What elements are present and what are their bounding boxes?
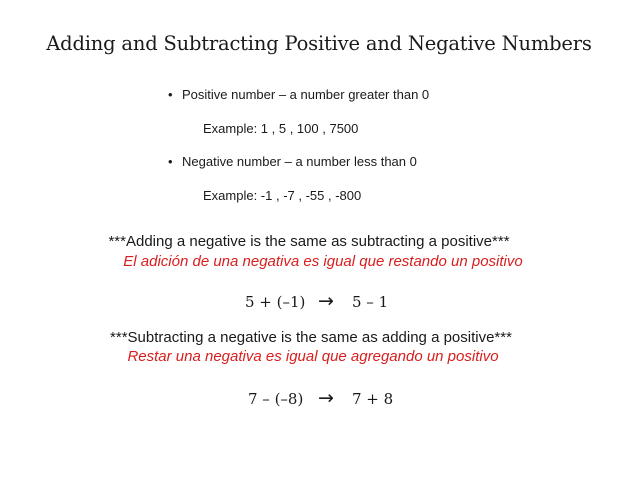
rule-adding-negative-english: ***Adding a negative is the same as subtracting a positive*** bbox=[108, 233, 510, 250]
example-positive: Example: 1 , 5 , 100 , 7500 bbox=[203, 121, 359, 136]
equation-1-right: 5 – 1 bbox=[352, 293, 389, 311]
equation-1-left: 5 + (–1) bbox=[245, 293, 306, 311]
equation-2-left: 7 – (–8) bbox=[248, 390, 304, 408]
arrow-right-icon: → bbox=[318, 290, 334, 312]
bullet-marker: • bbox=[168, 87, 173, 102]
arrow-right-icon: → bbox=[318, 387, 334, 409]
bullet-text: Negative number – a number less than 0 bbox=[182, 154, 417, 169]
bullet-marker: • bbox=[168, 154, 173, 169]
bullet-text: Positive number – a number greater than 0 bbox=[182, 87, 430, 102]
equation-2-right: 7 + 8 bbox=[352, 390, 394, 408]
bullet-negative-number bbox=[168, 154, 417, 169]
rule-subtracting-negative-spanish: Restar una negativa es igual que agregando un positivo bbox=[127, 348, 499, 365]
rule-subtracting-negative-english: ***Subtracting a negative is the same as adding a positive*** bbox=[110, 329, 512, 346]
rule-adding-negative-spanish: El adición de una negativa es igual que restando un positivo bbox=[123, 253, 523, 270]
slide-title: Adding and Subtracting Positive and Negative Numbers bbox=[46, 32, 592, 55]
example-negative: Example: -1 , -7 , -55 , -800 bbox=[203, 188, 362, 203]
bullet-positive-number bbox=[168, 87, 429, 102]
